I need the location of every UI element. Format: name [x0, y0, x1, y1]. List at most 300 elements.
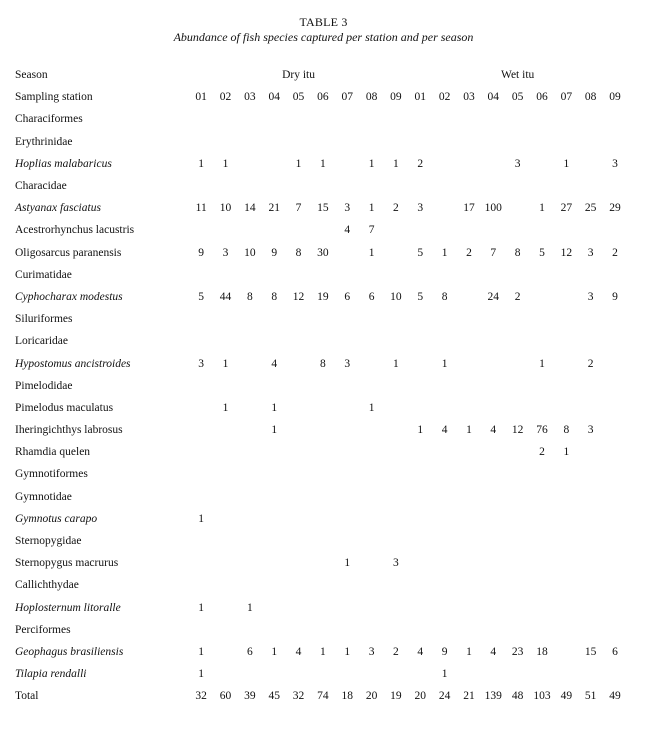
count-cell	[262, 175, 286, 197]
count-cell	[408, 530, 432, 552]
count-cell	[384, 619, 408, 641]
species-name: Sternopygus macrurus	[15, 557, 119, 570]
species-name: Acestrorhynchus lacustris	[15, 224, 135, 237]
count-cell	[311, 375, 335, 397]
count-cell	[311, 308, 335, 330]
group-row	[15, 308, 627, 330]
count-cell	[408, 486, 432, 508]
count-cell	[505, 330, 529, 352]
count-cell: 1	[198, 668, 205, 681]
count-cell	[335, 242, 359, 264]
count-cell: 1	[539, 202, 545, 215]
count-cell	[432, 552, 456, 574]
count-cell: 29	[609, 202, 621, 215]
count-cell	[286, 131, 310, 153]
count-cell	[359, 441, 383, 463]
count-cell	[432, 486, 456, 508]
count-cell	[286, 108, 310, 130]
count-cell	[432, 264, 456, 286]
count-cell	[262, 663, 286, 685]
count-cell: 1	[198, 157, 205, 170]
count-cell	[262, 153, 286, 175]
count-cell	[408, 619, 432, 641]
count-cell: 8	[295, 246, 302, 259]
count-cell	[286, 597, 310, 619]
count-cell	[189, 419, 213, 441]
count-cell	[481, 508, 505, 530]
count-cell: 1	[295, 157, 302, 170]
station-header-cell: 04	[487, 91, 500, 104]
count-cell	[238, 419, 262, 441]
count-cell: 1	[344, 557, 351, 570]
species-name: Hoplias malabaricus	[15, 157, 112, 170]
count-cell	[189, 264, 213, 286]
count-cell	[359, 508, 383, 530]
count-cell	[554, 330, 578, 352]
count-cell	[262, 330, 286, 352]
group-name: Perciformes	[15, 623, 71, 636]
count-cell	[554, 530, 578, 552]
count-cell	[213, 375, 237, 397]
count-cell	[530, 508, 554, 530]
count-cell	[603, 419, 627, 441]
count-cell: 21	[268, 202, 280, 215]
count-cell	[384, 397, 408, 419]
count-cell	[554, 264, 578, 286]
count-cell: 1	[344, 645, 351, 658]
count-cell	[457, 175, 481, 197]
count-cell	[457, 352, 481, 374]
station-header-cell: 08	[584, 91, 597, 104]
count-cell	[262, 308, 286, 330]
count-cell	[213, 308, 237, 330]
count-cell	[359, 264, 383, 286]
count-cell: 15	[317, 202, 329, 215]
count-cell: 12	[292, 290, 305, 303]
count-cell: 2	[539, 446, 545, 459]
count-cell	[554, 663, 578, 685]
count-cell	[530, 330, 554, 352]
table-row	[15, 419, 627, 441]
count-cell	[505, 486, 529, 508]
count-cell	[554, 308, 578, 330]
count-cell	[603, 375, 627, 397]
count-cell	[457, 597, 481, 619]
count-cell	[286, 330, 310, 352]
count-cell: 49	[609, 690, 621, 703]
count-cell	[481, 463, 505, 485]
count-cell	[579, 308, 603, 330]
count-cell	[481, 397, 505, 419]
count-cell	[579, 508, 603, 530]
count-cell	[432, 330, 456, 352]
group-row	[15, 463, 627, 485]
count-cell	[603, 131, 627, 153]
count-cell: 51	[584, 690, 597, 703]
count-cell	[238, 330, 262, 352]
count-cell	[457, 153, 481, 175]
count-cell	[359, 330, 383, 352]
count-cell: 12	[560, 246, 573, 259]
group-row	[15, 264, 627, 286]
count-cell	[311, 219, 335, 241]
station-header-cell: 04	[268, 91, 280, 104]
count-cell	[359, 175, 383, 197]
count-cell	[335, 597, 359, 619]
count-cell: 5	[198, 290, 205, 303]
count-cell: 2	[417, 157, 424, 170]
table-row	[15, 242, 627, 264]
count-cell	[554, 552, 578, 574]
table-row	[15, 552, 627, 574]
count-cell	[238, 397, 262, 419]
count-cell	[311, 508, 335, 530]
count-cell	[530, 530, 554, 552]
count-cell	[335, 308, 359, 330]
count-cell	[481, 153, 505, 175]
count-cell	[286, 486, 310, 508]
count-cell	[335, 441, 359, 463]
count-cell	[359, 108, 383, 130]
count-cell	[505, 197, 529, 219]
count-cell: 76	[536, 424, 548, 437]
count-cell	[432, 530, 456, 552]
count-cell	[286, 463, 310, 485]
count-cell: 7	[490, 246, 497, 259]
count-cell	[432, 463, 456, 485]
count-cell	[457, 508, 481, 530]
count-cell: 1	[417, 424, 424, 437]
count-cell	[554, 641, 578, 663]
count-cell	[359, 375, 383, 397]
count-cell	[505, 530, 529, 552]
count-cell	[603, 441, 627, 463]
count-cell	[238, 441, 262, 463]
count-cell	[384, 375, 408, 397]
count-cell	[432, 597, 456, 619]
count-cell	[189, 175, 213, 197]
count-cell	[335, 530, 359, 552]
count-cell	[213, 264, 237, 286]
table-row	[15, 685, 627, 707]
count-cell	[554, 597, 578, 619]
count-cell	[359, 574, 383, 596]
count-cell	[432, 153, 456, 175]
count-cell: 1	[271, 401, 278, 414]
count-cell	[286, 308, 310, 330]
count-cell	[262, 597, 286, 619]
count-cell	[579, 264, 603, 286]
count-cell	[530, 597, 554, 619]
count-cell	[238, 153, 262, 175]
count-cell: 2	[514, 290, 521, 303]
count-cell: 139	[484, 690, 502, 703]
count-cell: 3	[587, 424, 594, 437]
count-cell	[481, 175, 505, 197]
count-cell	[603, 663, 627, 685]
count-cell	[530, 397, 554, 419]
count-cell	[579, 131, 603, 153]
count-cell: 32	[292, 690, 305, 703]
station-header-cell: 03	[244, 91, 256, 104]
count-cell	[505, 219, 529, 241]
count-cell	[554, 108, 578, 130]
group-name: Callichthydae	[15, 579, 79, 592]
count-cell	[457, 397, 481, 419]
count-cell	[335, 508, 359, 530]
count-cell: 1	[393, 357, 399, 370]
group-name: Sternopygidae	[15, 535, 82, 548]
count-cell	[408, 397, 432, 419]
count-cell	[384, 663, 408, 685]
group-row	[15, 175, 627, 197]
count-cell: 9	[441, 645, 448, 658]
count-cell	[359, 597, 383, 619]
count-cell	[505, 175, 529, 197]
count-cell	[311, 486, 335, 508]
count-cell	[554, 352, 578, 374]
count-cell: 12	[511, 424, 524, 437]
count-cell	[286, 552, 310, 574]
count-cell	[238, 131, 262, 153]
count-cell: 1	[222, 157, 229, 170]
count-cell	[457, 219, 481, 241]
count-cell	[189, 486, 213, 508]
count-cell	[432, 108, 456, 130]
count-cell: 3	[198, 357, 205, 370]
count-cell	[238, 264, 262, 286]
count-cell	[238, 308, 262, 330]
count-cell	[335, 419, 359, 441]
count-cell	[384, 131, 408, 153]
species-name: Total	[15, 690, 39, 703]
count-cell	[530, 153, 554, 175]
count-cell	[238, 574, 262, 596]
count-cell: 3	[417, 202, 424, 215]
table-caption: Abundance of fish species captured per station and per season	[173, 30, 474, 44]
count-cell: 19	[317, 290, 329, 303]
count-cell	[457, 131, 481, 153]
count-cell	[457, 108, 481, 130]
station-header-cell: 03	[463, 91, 475, 104]
species-name: Rhamdia quelen	[15, 446, 91, 459]
count-cell	[335, 574, 359, 596]
count-cell	[530, 375, 554, 397]
count-cell: 4	[295, 645, 302, 658]
count-cell	[408, 175, 432, 197]
count-cell	[189, 108, 213, 130]
count-cell	[579, 663, 603, 685]
count-cell	[189, 441, 213, 463]
count-cell: 103	[533, 690, 551, 703]
count-cell	[554, 619, 578, 641]
species-name: Tilapia rendalli	[15, 668, 87, 681]
count-cell	[603, 463, 627, 485]
count-cell	[481, 330, 505, 352]
count-cell	[311, 530, 335, 552]
count-cell	[189, 463, 213, 485]
count-cell: 1	[320, 645, 326, 658]
table-row	[15, 219, 627, 241]
count-cell: 1	[246, 601, 253, 614]
count-cell	[311, 619, 335, 641]
count-cell	[432, 508, 456, 530]
count-cell	[213, 486, 237, 508]
count-cell	[408, 108, 432, 130]
count-cell: 5	[417, 290, 424, 303]
count-cell	[311, 552, 335, 574]
count-cell	[530, 619, 554, 641]
count-cell: 44	[219, 290, 232, 303]
count-cell: 100	[484, 202, 502, 215]
count-cell	[238, 352, 262, 374]
count-cell	[335, 663, 359, 685]
count-cell	[286, 530, 310, 552]
count-cell	[408, 375, 432, 397]
count-cell	[213, 131, 237, 153]
count-cell	[335, 330, 359, 352]
count-cell	[481, 530, 505, 552]
count-cell: 23	[511, 645, 524, 658]
count-cell	[481, 441, 505, 463]
count-cell	[262, 530, 286, 552]
count-cell	[603, 574, 627, 596]
count-cell	[408, 663, 432, 685]
count-cell	[311, 663, 335, 685]
count-cell: 7	[295, 202, 302, 215]
table-row	[15, 641, 627, 663]
count-cell	[286, 574, 310, 596]
group-row	[15, 330, 627, 352]
count-cell	[505, 574, 529, 596]
count-cell: 5	[417, 246, 424, 259]
count-cell	[481, 619, 505, 641]
count-cell	[457, 441, 481, 463]
group-row	[15, 574, 627, 596]
count-cell	[432, 219, 456, 241]
group-name: Gymnotidae	[15, 490, 72, 503]
count-cell: 6	[246, 645, 253, 658]
count-cell	[505, 508, 529, 530]
count-cell: 2	[466, 246, 472, 259]
count-cell	[238, 530, 262, 552]
count-cell	[603, 486, 627, 508]
count-cell	[213, 441, 237, 463]
count-cell: 1	[466, 424, 472, 437]
count-cell: 1	[198, 645, 205, 658]
count-cell: 8	[320, 357, 326, 370]
count-cell	[238, 663, 262, 685]
group-row	[15, 530, 627, 552]
count-cell: 10	[390, 290, 402, 303]
count-cell	[311, 419, 335, 441]
count-cell	[408, 308, 432, 330]
count-cell	[481, 352, 505, 374]
count-cell	[579, 463, 603, 485]
count-cell	[189, 397, 213, 419]
count-cell	[359, 131, 383, 153]
count-cell: 1	[320, 157, 326, 170]
wet-season-label: Wet itu	[501, 69, 535, 82]
count-cell: 1	[441, 668, 448, 681]
count-cell	[481, 597, 505, 619]
count-cell	[262, 508, 286, 530]
species-name: Hoplosternum litoralle	[15, 601, 121, 614]
count-cell	[213, 530, 237, 552]
count-cell	[432, 397, 456, 419]
count-cell: 1	[466, 645, 472, 658]
count-cell	[432, 308, 456, 330]
count-cell	[359, 486, 383, 508]
count-cell: 1	[563, 157, 570, 170]
count-cell	[335, 486, 359, 508]
count-cell	[481, 663, 505, 685]
count-cell	[213, 508, 237, 530]
count-cell	[286, 352, 310, 374]
count-cell: 6	[612, 645, 618, 658]
station-header-cell: 07	[560, 91, 573, 104]
group-name: Gymnotiformes	[15, 468, 88, 481]
station-label: Sampling station	[15, 91, 93, 104]
count-cell	[384, 530, 408, 552]
count-cell	[311, 463, 335, 485]
table-row	[15, 286, 627, 308]
count-cell	[603, 175, 627, 197]
count-cell	[238, 619, 262, 641]
count-cell: 24	[487, 290, 500, 303]
count-cell: 1	[271, 424, 278, 437]
count-cell: 4	[490, 424, 497, 437]
station-header-cell: 08	[365, 91, 378, 104]
count-cell	[311, 597, 335, 619]
count-cell	[408, 264, 432, 286]
count-cell: 8	[563, 424, 570, 437]
count-cell	[189, 219, 213, 241]
count-cell	[311, 574, 335, 596]
group-row	[15, 619, 627, 641]
count-cell: 18	[341, 690, 353, 703]
count-cell	[384, 242, 408, 264]
count-cell	[505, 264, 529, 286]
station-header-cell: 02	[219, 91, 232, 104]
count-cell: 1	[271, 645, 278, 658]
count-cell	[384, 463, 408, 485]
station-header-cell: 09	[390, 91, 402, 104]
count-cell	[189, 530, 213, 552]
count-cell	[457, 530, 481, 552]
count-cell	[286, 508, 310, 530]
station-header-cell: 09	[609, 91, 621, 104]
count-cell	[262, 108, 286, 130]
count-cell	[359, 663, 383, 685]
count-cell: 1	[368, 401, 375, 414]
count-cell: 10	[244, 246, 256, 259]
group-name: Characiformes	[15, 113, 83, 126]
count-cell: 6	[368, 290, 375, 303]
count-cell	[286, 175, 310, 197]
count-cell: 30	[317, 246, 329, 259]
count-cell	[530, 219, 554, 241]
count-cell	[481, 219, 505, 241]
count-cell	[530, 552, 554, 574]
count-cell	[384, 108, 408, 130]
count-cell	[505, 108, 529, 130]
count-cell	[213, 219, 237, 241]
count-cell	[311, 175, 335, 197]
count-cell	[432, 574, 456, 596]
count-cell	[457, 486, 481, 508]
count-cell	[457, 574, 481, 596]
